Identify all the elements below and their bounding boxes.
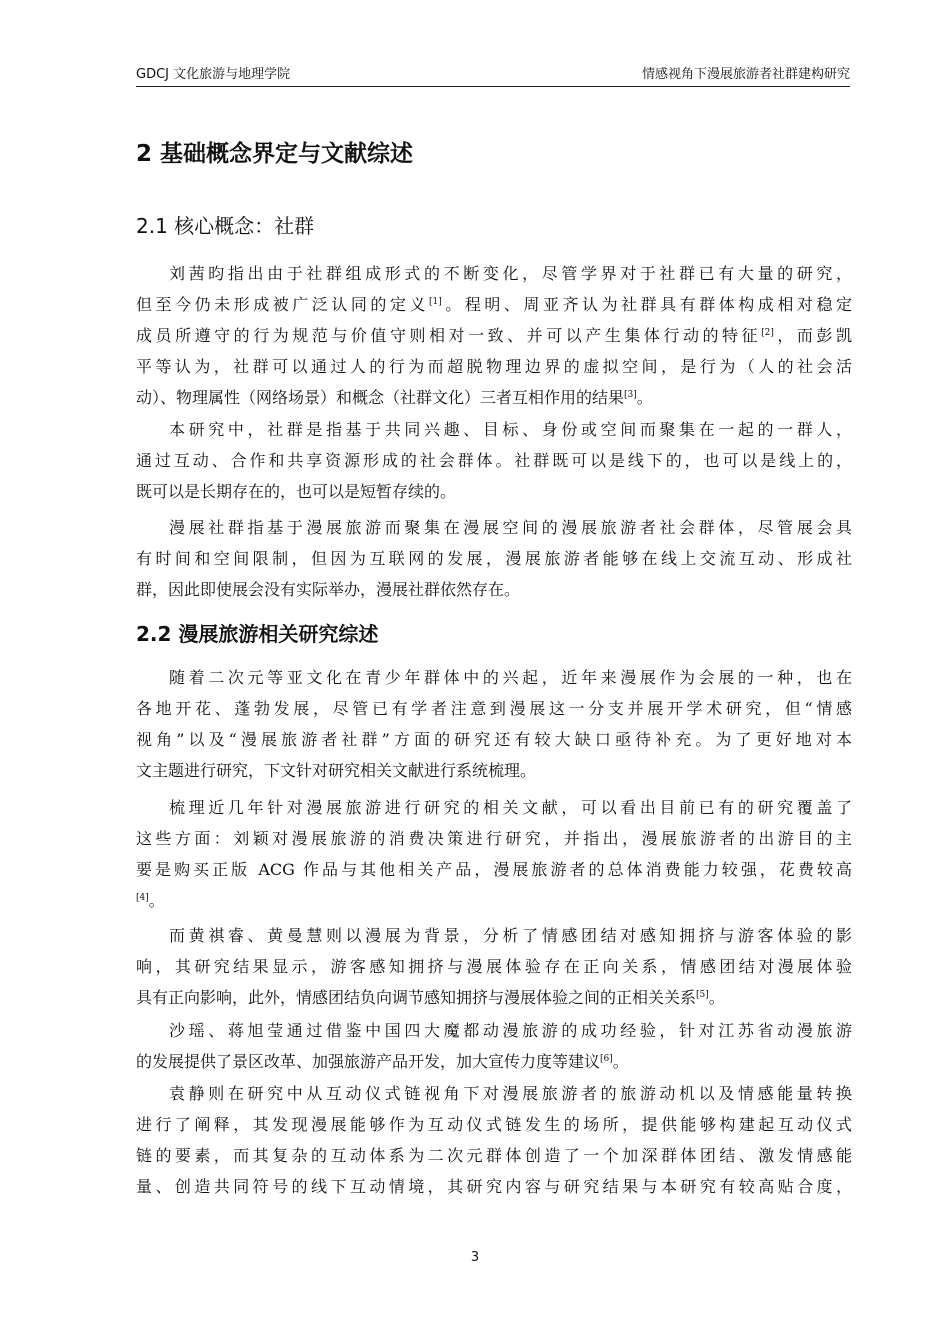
paragraph-community-definition <box>136 258 852 413</box>
text-line: 链的要素，而其复杂的互动体系为二次元群体创造了一个加深群体团结、激发情感能 <box>136 1146 852 1165</box>
paragraph-literature-review-huang <box>136 920 852 1013</box>
text-line: 群，因此即使展会没有实际举办，漫展社群依然存在。 <box>136 580 521 599</box>
paragraph-literature-review-yuan <box>136 1078 852 1202</box>
paragraph-research-background <box>136 662 852 786</box>
text-line: 要是购买正版 ACG 作品与其他相关产品，漫展旅游者的总体消费能力较强，花费较高 <box>136 860 852 879</box>
text-line: 具有正向影响，此外，情感团结负向调节感知拥挤与漫展体验之间的正相关关系[5]。 <box>136 988 725 1007</box>
text-line: 随着二次元等亚文化在青少年群体中的兴起，近年来漫展作为会展的一种，也在 <box>169 668 852 687</box>
section-title-2-1: 2.1 核心概念：社群 <box>136 214 315 238</box>
page-number: 3 <box>470 1250 480 1265</box>
text-line: 进行了阐释，其发现漫展能够作为互动仪式链发生的场所，提供能够构建起互动仪式 <box>136 1115 852 1134</box>
citation-1: [1] <box>429 297 442 307</box>
text-line: [4]。 <box>136 891 165 910</box>
text-line: 本研究中，社群是指基于共同兴趣、目标、身份或空间而聚集在一起的一群人， <box>169 420 852 439</box>
paragraph-literature-review-sha <box>136 1015 852 1077</box>
citation-5: [5] <box>696 990 709 1000</box>
citation-3: [3] <box>624 390 637 400</box>
text-line: 漫展社群指基于漫展旅游而聚集在漫展空间的漫展旅游者社会群体，尽管展会具 <box>169 518 852 537</box>
paragraph-literature-review-liu <box>136 792 852 916</box>
citation-6: [6] <box>600 1054 613 1064</box>
text-line: 文主题进行研究，下文针对研究相关文献进行系统梳理。 <box>136 761 537 780</box>
text-line: 成员所遵守的行为规范与价值守则相对一致、并可以产生集体行动的特征[2]，而彭凯 <box>136 326 852 345</box>
text-line: 既可以是长期存在的，也可以是短暂存续的。 <box>136 482 457 501</box>
text-line: 而黄祺睿、黄曼慧则以漫展为背景，分析了情感团结对感知拥挤与游客体验的影 <box>169 926 852 945</box>
text-line: 但至今仍未形成被广泛认同的定义[1]。程明、周亚齐认为社群具有群体构成相对稳定 <box>136 295 852 314</box>
text-line: 沙瑶、蒋旭莹通过借鉴中国四大魔都动漫旅游的成功经验，针对江苏省动漫旅游 <box>169 1021 852 1040</box>
text-line: 通过互动、合作和共享资源形成的社会群体。社群既可以是线下的，也可以是线上的， <box>136 451 852 470</box>
text-line: 平等认为，社群可以通过人的行为而超脱物理边界的虚拟空间，是行为（人的社会活 <box>136 357 852 376</box>
citation-4: [4] <box>136 893 149 903</box>
citation-2: [2] <box>761 328 774 338</box>
header-thesis-title: 情感视角下漫展旅游者社群建构研究 <box>641 67 850 82</box>
text-line: 有时间和空间限制，但因为互联网的发展，漫展旅游者能够在线上交流互动、形成社 <box>136 549 852 568</box>
header-institution: GDCJ 文化旅游与地理学院 <box>136 67 291 82</box>
text-line: 梳理近几年针对漫展旅游进行研究的相关文献，可以看出目前已有的研究覆盖了 <box>169 798 852 817</box>
text-line: 各地开花、蓬勃发展，尽管已有学者注意到漫展这一分支并展开学术研究，但“情感 <box>136 699 852 718</box>
section-title-2-2: 2.2 漫展旅游相关研究综述 <box>136 622 379 646</box>
text-line: 动）、物理属性（网络场景）和概念（社群文化）三者互相作用的结果[3]。 <box>136 388 653 407</box>
paragraph-community-scope <box>136 414 852 507</box>
text-line: 袁静则在研究中从互动仪式链视角下对漫展旅游者的旅游动机以及情感能量转换 <box>169 1084 852 1103</box>
text-line: 量、创造共同符号的线下互动情境，其研究内容与研究结果与本研究有较高贴合度， <box>136 1177 852 1196</box>
text-line: 刘茜昀指出由于社群组成形式的不断变化，尽管学界对于社群已有大量的研究， <box>169 264 852 283</box>
paragraph-comic-con-community <box>136 512 852 605</box>
text-line: 视角”以及“漫展旅游者社群”方面的研究还有较大缺口亟待补充。为了更好地对本 <box>136 730 852 749</box>
text-line: 响，其研究结果显示，游客感知拥挤与漫展体验存在正向关系，情感团结对漫展体验 <box>136 957 852 976</box>
chapter-title: 2 基础概念界定与文献综述 <box>136 141 414 167</box>
page-header <box>136 66 850 87</box>
text-line: 的发展提供了景区改革、加强旅游产品开发，加大宣传力度等建议[6]。 <box>136 1052 629 1071</box>
text-line: 这些方面：刘颖对漫展旅游的消费决策进行研究，并指出，漫展旅游者的出游目的主 <box>136 829 852 848</box>
